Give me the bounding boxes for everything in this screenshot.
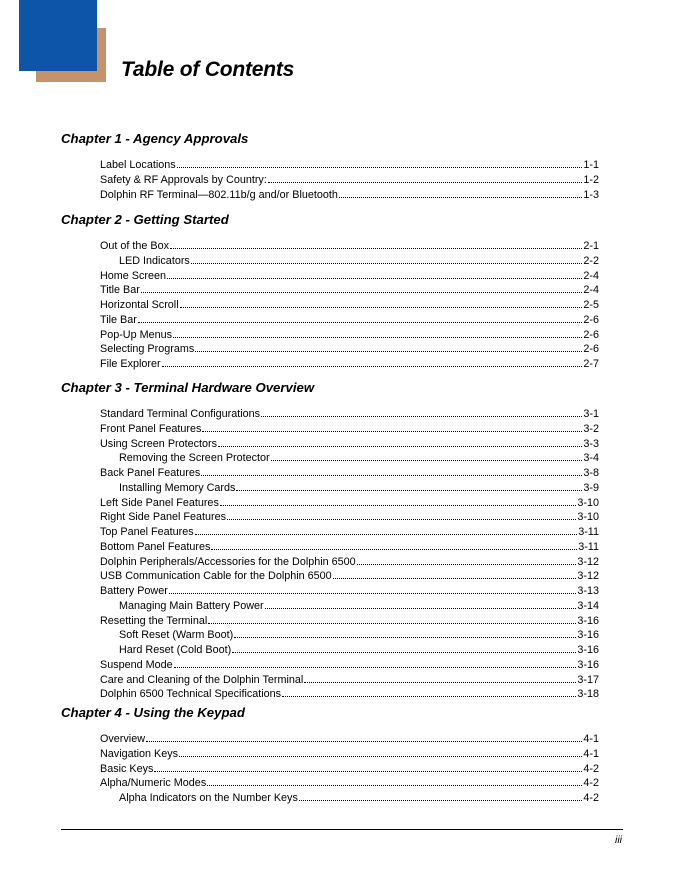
toc-entry[interactable]	[119, 627, 599, 641]
toc-entry-page: 3-16	[577, 629, 599, 642]
toc-entry-title: Overview	[100, 733, 145, 745]
toc-entry-title: Removing the Screen Protector	[119, 452, 270, 465]
toc-entry-title: Dolphin RF Terminal—802.11b/g and/or Bluetooth	[100, 188, 338, 201]
toc-entry[interactable]	[100, 421, 599, 435]
dot-leader	[227, 509, 576, 520]
dot-leader	[299, 790, 583, 801]
dot-leader	[167, 268, 582, 279]
toc-entry-title: Top Panel Features	[100, 526, 194, 538]
toc-entry-page: 2-6	[583, 343, 599, 356]
toc-entry[interactable]	[119, 450, 599, 464]
toc-entry-title: Using Screen Protectors	[100, 437, 218, 450]
toc-entry-page: 1-1	[583, 159, 599, 171]
toc-entry[interactable]	[100, 495, 599, 509]
toc-entry-title: Navigation Keys	[100, 747, 179, 760]
toc-entry-page: 3-8	[583, 467, 599, 479]
toc-entry-title: Installing Memory Cards	[119, 481, 236, 494]
toc-entry-page: 3-18	[577, 688, 599, 701]
toc-entry[interactable]	[119, 598, 599, 612]
dot-leader	[195, 341, 582, 352]
toc-entry[interactable]	[100, 583, 599, 597]
toc-entry-page: 3-11	[578, 540, 599, 553]
toc-entry-page: 3-9	[583, 481, 599, 494]
toc-entry[interactable]	[100, 327, 599, 341]
dot-leader	[138, 312, 583, 323]
toc-entry-page: 2-4	[583, 269, 599, 282]
toc-entry[interactable]	[100, 282, 599, 296]
dot-leader	[201, 465, 582, 476]
toc-entry-title: Front Panel Features	[100, 422, 202, 435]
toc-entry-title: Care and Cleaning of the Dolphin Terminal	[100, 673, 304, 686]
dot-leader	[177, 157, 583, 168]
toc-entry-page: 3-16	[577, 614, 599, 627]
toc-entry-title: Label Locations	[100, 159, 176, 171]
toc-entry-page: 4-1	[583, 747, 599, 760]
dot-leader	[218, 436, 582, 447]
toc-entry-title: Hard Reset (Cold Boot)	[119, 644, 232, 656]
toc-entry-page: 3-13	[577, 585, 599, 597]
toc-entry[interactable]	[100, 657, 599, 671]
toc-entry[interactable]	[100, 187, 599, 201]
toc-entry-page: 3-10	[577, 496, 599, 509]
toc-entry[interactable]	[100, 731, 599, 745]
dot-leader	[146, 731, 582, 742]
dot-leader	[234, 627, 576, 638]
toc-entry-title: Soft Reset (Warm Boot)	[119, 629, 234, 642]
toc-entry[interactable]	[100, 356, 599, 370]
toc-entry-title: Standard Terminal Configurations	[100, 408, 261, 420]
toc-entry-page: 1-2	[583, 173, 599, 186]
dot-leader	[191, 253, 583, 264]
toc-entry-title: Battery Power	[100, 585, 168, 597]
toc-entry[interactable]	[100, 568, 599, 582]
chapter-heading: Chapter 3 - Terminal Hardware Overview	[61, 380, 315, 395]
toc-entry-page: 3-3	[583, 437, 599, 450]
toc-entry[interactable]	[100, 613, 599, 627]
toc-entry[interactable]	[100, 172, 599, 186]
toc-entry-page: 4-2	[583, 762, 599, 775]
toc-entry-title: Dolphin 6500 Technical Specifications	[100, 688, 282, 701]
toc-entry-title: Out of the Box	[100, 240, 170, 252]
dot-leader	[232, 642, 576, 653]
toc-entry-page: 1-3	[583, 188, 599, 201]
toc-entry-title: LED Indicators	[119, 254, 190, 267]
toc-entry-title: File Explorer	[100, 358, 161, 370]
dot-leader	[154, 761, 582, 772]
dot-leader	[170, 238, 582, 249]
toc-entry-page: 2-1	[583, 240, 599, 252]
toc-entry[interactable]	[100, 157, 599, 171]
toc-entry[interactable]	[100, 672, 599, 686]
toc-entry[interactable]	[119, 253, 599, 267]
dot-leader	[207, 775, 582, 786]
dot-leader	[162, 356, 583, 367]
dot-leader	[357, 554, 577, 565]
toc-entry-page: 3-17	[577, 673, 599, 686]
toc-entry-title: USB Communication Cable for the Dolphin 6500	[100, 570, 332, 583]
toc-entry-page: 4-1	[583, 733, 599, 745]
dot-leader	[236, 480, 582, 491]
toc-entry[interactable]	[100, 509, 599, 523]
dot-leader	[208, 613, 576, 624]
toc-entry[interactable]	[100, 465, 599, 479]
toc-entry[interactable]	[100, 775, 599, 789]
toc-entry[interactable]	[100, 238, 599, 252]
toc-entry-page: 3-4	[583, 452, 599, 465]
dot-leader	[339, 187, 583, 198]
toc-entry-page: 2-5	[583, 299, 599, 311]
toc-entry-title: Horizontal Scroll	[100, 299, 179, 311]
toc-entry-page: 2-6	[583, 313, 599, 326]
toc-entry[interactable]	[100, 554, 599, 568]
toc-entry-page: 3-2	[583, 422, 599, 435]
toc-entry-title: Tile Bar	[100, 313, 137, 326]
toc-entry-title: Title Bar	[100, 284, 140, 297]
toc-entry-title: Pop-Up Menus	[100, 328, 173, 341]
footer-rule	[61, 829, 623, 830]
dot-leader	[211, 539, 577, 550]
dot-leader	[174, 657, 577, 668]
dot-leader	[220, 495, 577, 506]
dot-leader	[268, 172, 583, 183]
toc-entry[interactable]	[119, 480, 599, 494]
toc-entry-title: Bottom Panel Features	[100, 540, 211, 553]
dot-leader	[195, 524, 578, 535]
toc-entry[interactable]	[100, 539, 599, 553]
toc-entry[interactable]	[100, 746, 599, 760]
dot-leader	[261, 406, 582, 417]
toc-entry-title: Basic Keys	[100, 762, 154, 775]
toc-entry-title: Suspend Mode	[100, 658, 173, 671]
toc-entry-title: Dolphin Peripherals/Accessories for the Dolphin 6500	[100, 555, 356, 568]
toc-entry-page: 3-10	[577, 511, 599, 524]
toc-entry-title: Right Side Panel Features	[100, 511, 227, 524]
toc-entry[interactable]	[100, 268, 599, 282]
page-number: iii	[615, 834, 622, 846]
toc-entry-page: 2-7	[583, 358, 599, 370]
dot-leader	[333, 568, 577, 579]
dot-leader	[173, 327, 582, 338]
toc-entry-page: 3-11	[578, 526, 599, 538]
dot-leader	[304, 672, 576, 683]
toc-entry-title: Alpha Indicators on the Number Keys	[119, 792, 298, 804]
toc-entry-page: 3-16	[577, 658, 599, 671]
toc-entry-page: 3-16	[577, 644, 599, 656]
dot-leader	[265, 598, 577, 609]
toc-entry-title: Safety & RF Approvals by Country:	[100, 173, 267, 186]
chapter-heading: Chapter 4 - Using the Keypad	[61, 705, 245, 720]
toc-entry[interactable]	[100, 312, 599, 326]
toc-entry-page: 2-2	[583, 254, 599, 267]
toc-entry-title: Selecting Programs	[100, 343, 195, 356]
toc-entry[interactable]	[100, 297, 599, 311]
toc-entry-page: 2-6	[583, 328, 599, 341]
toc-entry[interactable]	[100, 436, 599, 450]
dot-leader	[202, 421, 582, 432]
toc-entry-page: 4-2	[583, 792, 599, 804]
dot-leader	[282, 686, 576, 697]
toc-entry-title: Home Screen	[100, 269, 167, 282]
toc-entry-page: 2-4	[583, 284, 599, 297]
toc-entry-title: Resetting the Terminal	[100, 614, 208, 627]
dot-leader	[271, 450, 583, 461]
toc-entry[interactable]	[100, 406, 599, 420]
toc-entry[interactable]	[119, 790, 599, 804]
chapter-heading: Chapter 1 - Agency Approvals	[61, 131, 249, 146]
toc-entry-page: 3-1	[583, 408, 599, 420]
toc-entry-title: Left Side Panel Features	[100, 496, 219, 509]
toc-entry-title: Back Panel Features	[100, 467, 201, 479]
toc-entry[interactable]	[100, 686, 599, 700]
toc-entry-page: 4-2	[583, 777, 599, 790]
toc-entry[interactable]	[100, 341, 599, 355]
dot-leader	[180, 297, 583, 308]
toc-entry-page: 3-12	[577, 555, 599, 568]
dot-leader	[141, 282, 583, 293]
toc-entry-title: Managing Main Battery Power	[119, 599, 264, 612]
toc-entry-page: 3-12	[577, 570, 599, 583]
toc-entry-title: Alpha/Numeric Modes	[100, 777, 207, 790]
toc-entry[interactable]	[100, 524, 599, 538]
chapter-heading: Chapter 2 - Getting Started	[61, 212, 229, 227]
page-title: Table of Contents	[121, 58, 295, 81]
toc-entry-page: 3-14	[577, 599, 599, 612]
dot-leader	[179, 746, 582, 757]
toc-entry[interactable]	[100, 761, 599, 775]
dot-leader	[169, 583, 577, 594]
toc-entry[interactable]	[119, 642, 599, 656]
